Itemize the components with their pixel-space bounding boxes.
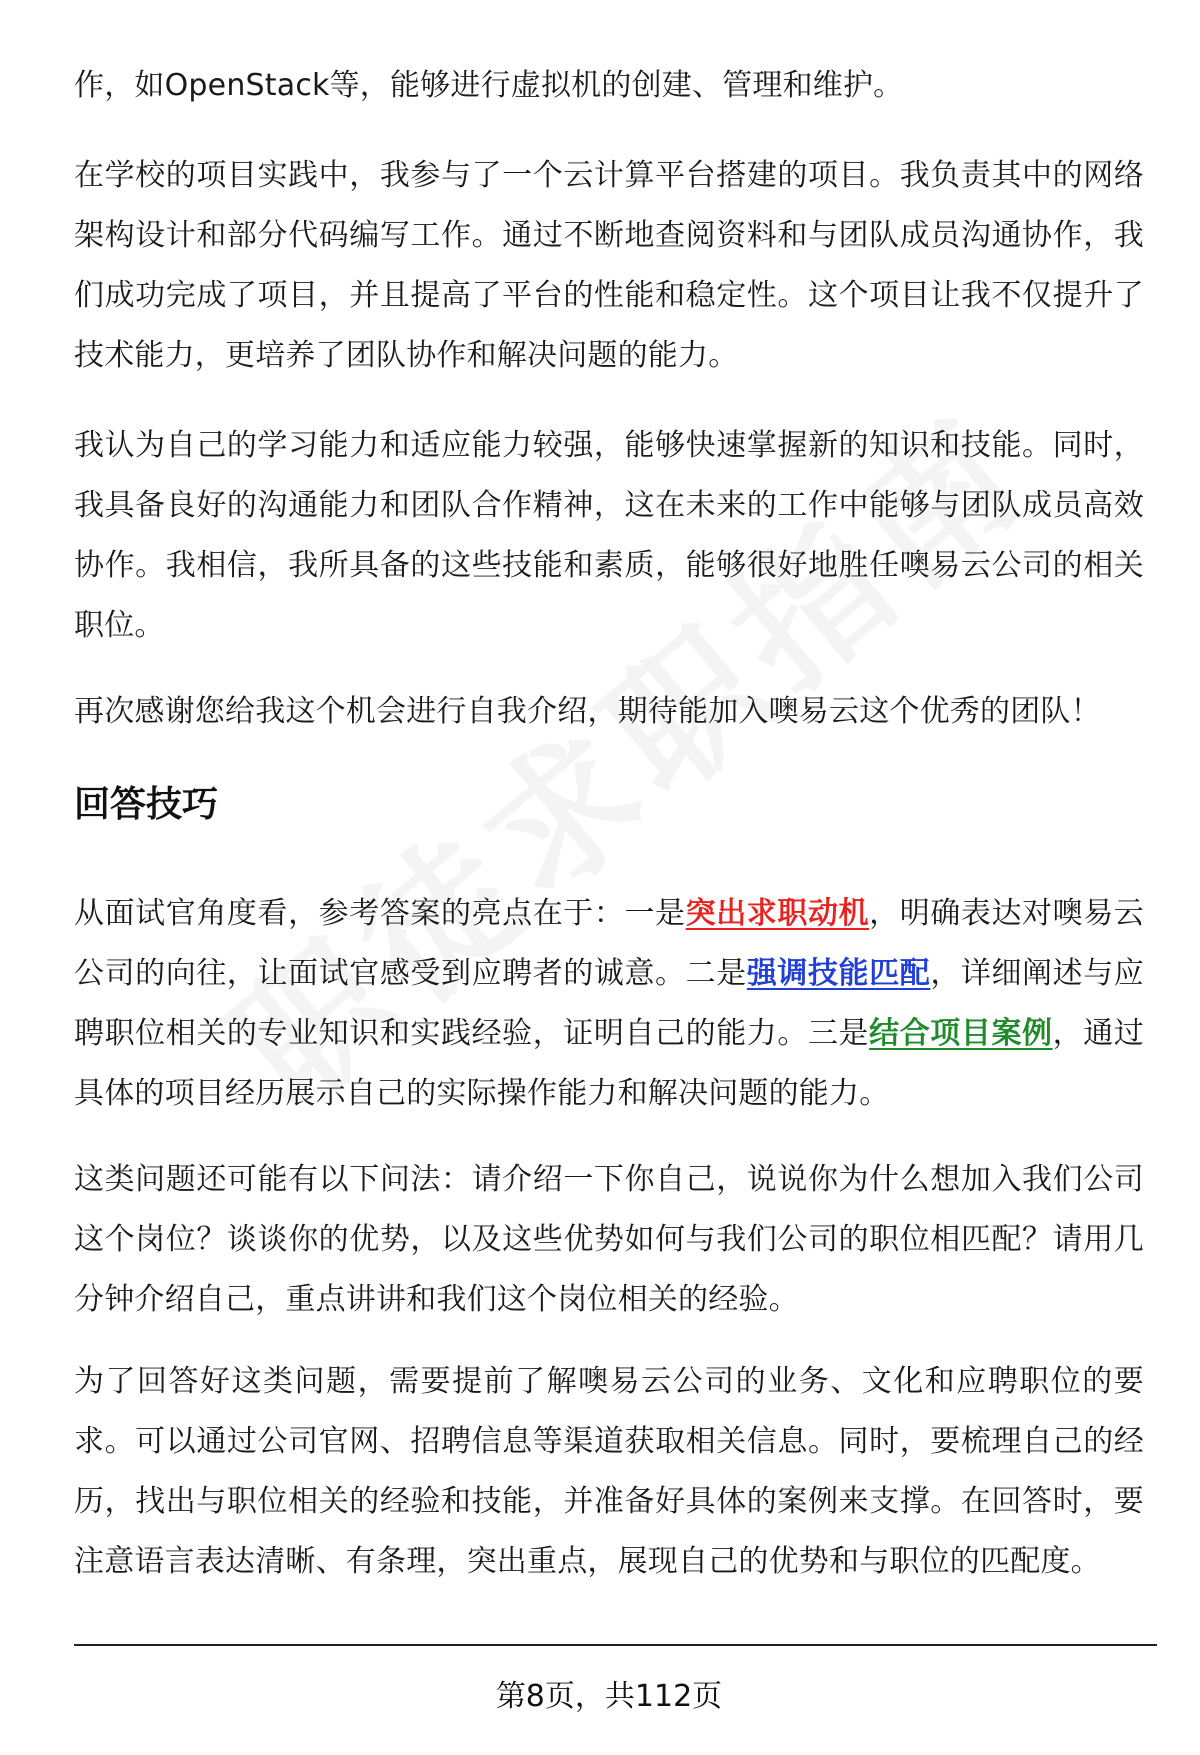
paragraph-abilities: 我认为自己的学习能力和适应能力较强，能够快速掌握新的知识和技能。同时，我具备良好的沟通能力和团队合作精神，这在未来的工作中能够与团队成员高效协作。我相信，我所具备的这些技能和素质，能够很好地胜任噢易云公司的相关职位。 bbox=[74, 428, 1144, 643]
paragraph-alternate-questions: 这类问题还可能有以下问法：请介绍一下你自己，说说你为什么想加入我们公司这个岗位？谈谈你的优势，以及这些优势如何与我们公司的职位相匹配？请用几分钟介绍自己，重点讲讲和我们这个岗位相关的经验。 bbox=[74, 1162, 1144, 1317]
paragraph-intro-continued: 作，如OpenStack等，能够进行虚拟机的创建、管理和维护。 bbox=[74, 68, 904, 103]
paragraph-project-experience: 在学校的项目实践中，我参与了一个云计算平台搭建的项目。我负责其中的网络架构设计和部分代码编写工作。通过不断地查阅资料和与团队成员沟通协作，我们成功完成了项目，并且提高了平台的性能和稳定性。这个项目让我不仅提升了技术能力，更培养了团队协作和解决问题的能力。 bbox=[74, 158, 1144, 373]
highlight-project-cases: 结合项目案例 bbox=[869, 1016, 1053, 1051]
tips-text-3: ，详细阐述与应聘职位相关的专业知识和实践经验，证明自己的能力。三是 bbox=[74, 956, 1145, 1051]
tips-text-2: ，明确表达对噢易云公司的向往，让面试官感受到应聘者的诚意。二是 bbox=[74, 896, 1144, 991]
paragraph-preparation-advice: 为了回答好这类问题，需要提前了解噢易云公司的业务、文化和应聘职位的要求。可以通过公司官网、招聘信息等渠道获取相关信息。同时，要梳理自己的经历，找出与职位相关的经验和技能，并准备好具体的案例来支撑。在回答时，要注意语言表达清晰、有条理，突出重点，展现自己的优势和与职位的匹配度。 bbox=[74, 1364, 1144, 1579]
tips-text-1: 从面试官角度看，参考答案的亮点在于：一是 bbox=[74, 896, 686, 931]
footer-divider bbox=[74, 1644, 1157, 1646]
document-page bbox=[74, 0, 1144, 1755]
tips-text-4: ，通过具体的项目经历展示自己的实际操作能力和解决问题的能力。 bbox=[74, 1016, 1145, 1111]
section-heading: 回答技巧 bbox=[74, 784, 219, 825]
page-number: 第8页，共112页 bbox=[495, 1679, 723, 1714]
paragraph-answer-tips bbox=[74, 884, 1144, 1124]
highlight-skill-match: 强调技能匹配 bbox=[746, 956, 931, 991]
paragraph-thanks: 再次感谢您给我这个机会进行自我介绍，期待能加入噢易云这个优秀的团队！ bbox=[74, 694, 1101, 729]
highlight-motivation: 突出求职动机 bbox=[685, 896, 870, 931]
